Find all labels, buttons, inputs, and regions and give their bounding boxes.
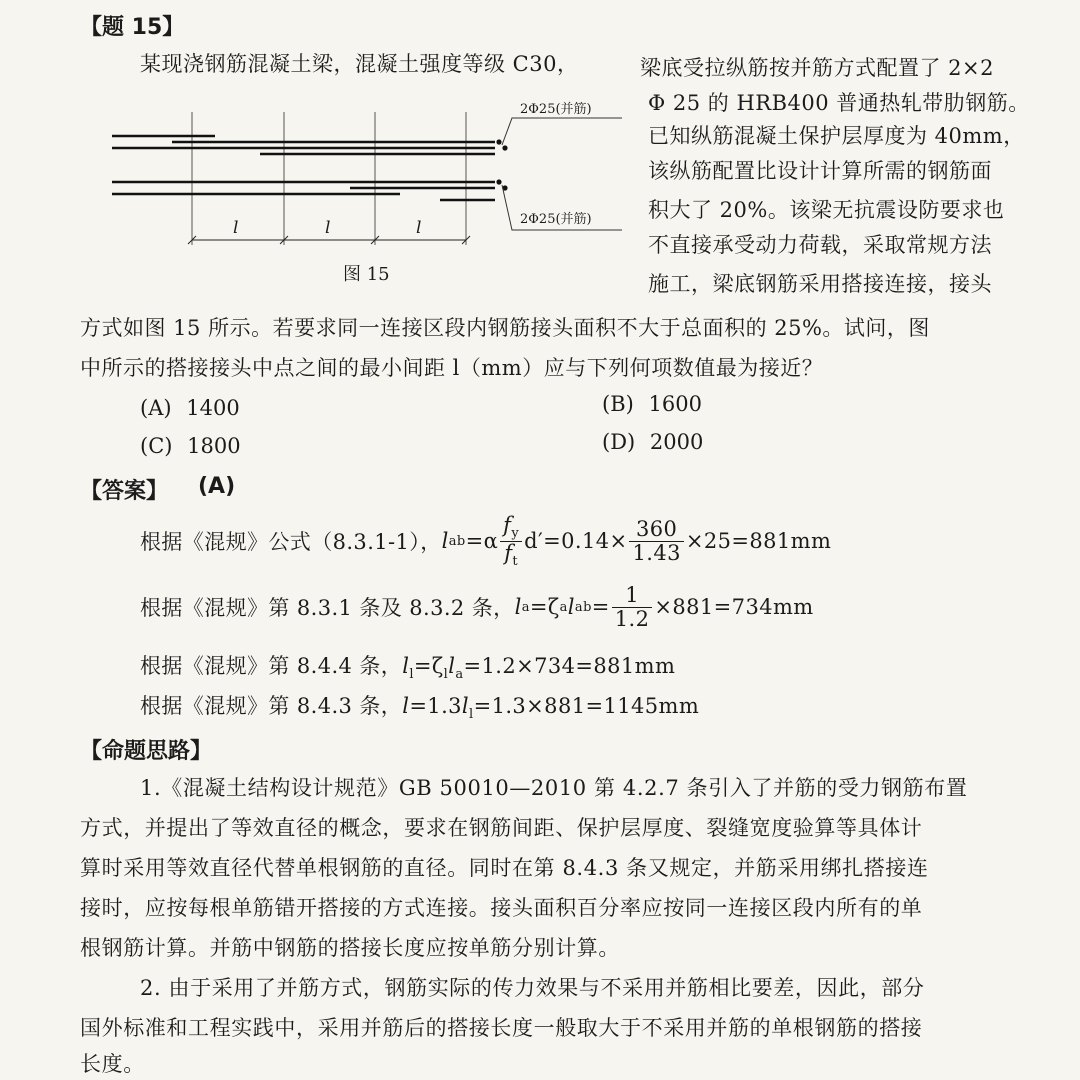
option-key: (D) [602,430,636,454]
symbol: = [591,595,610,619]
dim-label-l: l [233,218,239,238]
solution-line-3 [140,650,675,682]
answer-header: 【答案】 [80,479,169,504]
dim-label-l: l [416,218,422,238]
idea-line-7: 国外标准和工程实践中，采用并筋后的搭接长度一般取大于不采用并筋的单根钢筋的搭接 [80,1016,923,1040]
idea-line-8: 长度。 [80,1052,145,1076]
lower-rebar-bundle [112,182,495,200]
solution-prefix: 根据《混规》第 8.4.4 条， [140,654,403,678]
expression: ×881=734mm [654,595,814,619]
subscript: y [511,525,520,541]
symbol: =1.3 [409,694,462,718]
idea-line-4: 接时，应按每根单筋错开搭接的方式连接。接头面积百分率应按同一连接区段内所有的单 [80,896,923,920]
subscript: l [443,667,449,683]
upper-rebar-bundle [112,136,495,154]
symbol: =ζ [413,654,444,678]
solution-prefix: 根据《混规》第 8.3.1 条及 8.3.2 条， [140,596,515,620]
symbol: l [402,694,410,718]
symbol: l [514,595,522,619]
expression: ×25=881mm [685,529,832,553]
expression: =1.2×734=881mm [463,654,676,678]
subscript: t [512,553,519,569]
problem-line-6: 积大了 20%。该梁无抗震设防要求也 [648,198,1005,222]
idea-line-2: 方式，并提出了等效直径的概念，要求在钢筋间距、保护层厚度、裂缝宽度验算等具体计 [80,816,923,840]
symbol: l [461,694,470,718]
subscript: l [469,707,474,723]
denominator: 1.2 [614,606,650,631]
problem-line-9: 方式如图 15 所示。若要求同一连接区段内钢筋接头面积不大于总面积的 25%。试问，图 [80,316,930,340]
subscript: a [521,599,530,615]
subscript: a [559,599,568,615]
option-key: (B) [602,392,634,416]
subscript: ab [448,533,466,549]
problem-line-8: 施工，梁底钢筋采用搭接连接，接头 [648,272,992,296]
solution-line-1 [140,514,831,568]
symbol: l [448,654,456,678]
option-value: 2000 [649,430,704,454]
symbol: l [567,595,575,619]
label-upper-bundle: 2Φ25(并筋) [520,102,592,117]
bar-end-dot [496,139,501,144]
option-key: (C) [140,434,173,458]
symbol: l [441,529,449,553]
solution-prefix: 根据《混规》第 8.4.3 条， [140,694,403,718]
option-key: (A) [140,396,172,420]
expression: =1.3×881=1145mm [473,694,700,718]
figure-caption: 图 15 [343,264,390,285]
bar-end-dot [502,145,507,150]
numerator: 1 [612,584,653,607]
numerator: 360 [629,518,683,541]
option-value: 1600 [648,392,702,416]
expression: d′=0.14× [524,529,628,553]
denominator: 1.43 [632,540,681,565]
problem-line-7: 不直接承受动力荷载，采取常规方法 [648,233,992,257]
option-d [602,430,703,454]
problem-header: 【题 15】 [80,15,185,40]
option-b [602,392,702,416]
bar-end-dot [496,179,501,184]
problem-line-2: 梁底受拉纵筋按并筋方式配置了 2×2 [640,56,994,80]
leader-line-top [502,118,622,145]
symbol: f [503,512,512,537]
symbol: f [504,540,513,565]
idea-header: 【命题思路】 [80,739,213,764]
solution-line-2 [140,580,814,634]
fraction-360-143 [629,518,683,563]
option-value: 1800 [187,434,241,458]
problem-line-1: 某现浇钢筋混凝土梁，混凝土强度等级 C30， [140,52,579,76]
symbol: =ζ [529,595,560,619]
dim-label-l: l [325,218,331,238]
problem-line-5: 该纵筋配置比设计计算所需的钢筋面 [648,159,992,183]
option-a [140,396,240,420]
option-value: 1400 [186,396,240,420]
answer-choice: (A) [198,474,236,499]
problem-line-4: 已知纵筋混凝土保护层厚度为 40mm， [648,124,1025,148]
solution-line-4 [140,690,699,722]
solution-prefix: 根据《混规》公式（8.3.1-1）， [140,530,442,554]
idea-line-3: 算时采用等效直径代替单根钢筋的直径。同时在第 8.4.3 条又规定，并筋采用绑扎搭接连 [80,856,929,880]
option-c [140,434,241,458]
bar-end-dots [496,139,507,190]
fraction-1-12 [612,584,653,629]
subscript: l [409,667,414,683]
problem-line-10: 中所示的搭接接头中点之间的最小间距 l（mm）应与下列何项数值最为接近？ [80,356,824,380]
subscript: ab [574,599,592,615]
fraction-fy-ft [500,514,522,569]
idea-line-1: 1.《混凝土结构设计规范》GB 50010—2010 第 4.2.7 条引入了并筋的受力钢筋布置 [140,776,968,800]
problem-line-3: Φ 25 的 HRB400 普通热轧带肋钢筋。 [648,91,1030,115]
idea-line-5: 根钢筋计算。并筋中钢筋的搭接长度应按单筋分别计算。 [80,936,620,960]
label-lower-bundle: 2Φ25(并筋) [520,212,592,227]
symbol: l [402,654,410,678]
idea-line-6: 2. 由于采用了并筋方式，钢筋实际的传力效果与不采用并筋相比要差，因此，部分 [140,976,925,1000]
symbol: =α [465,529,499,553]
subscript: a [455,667,464,683]
